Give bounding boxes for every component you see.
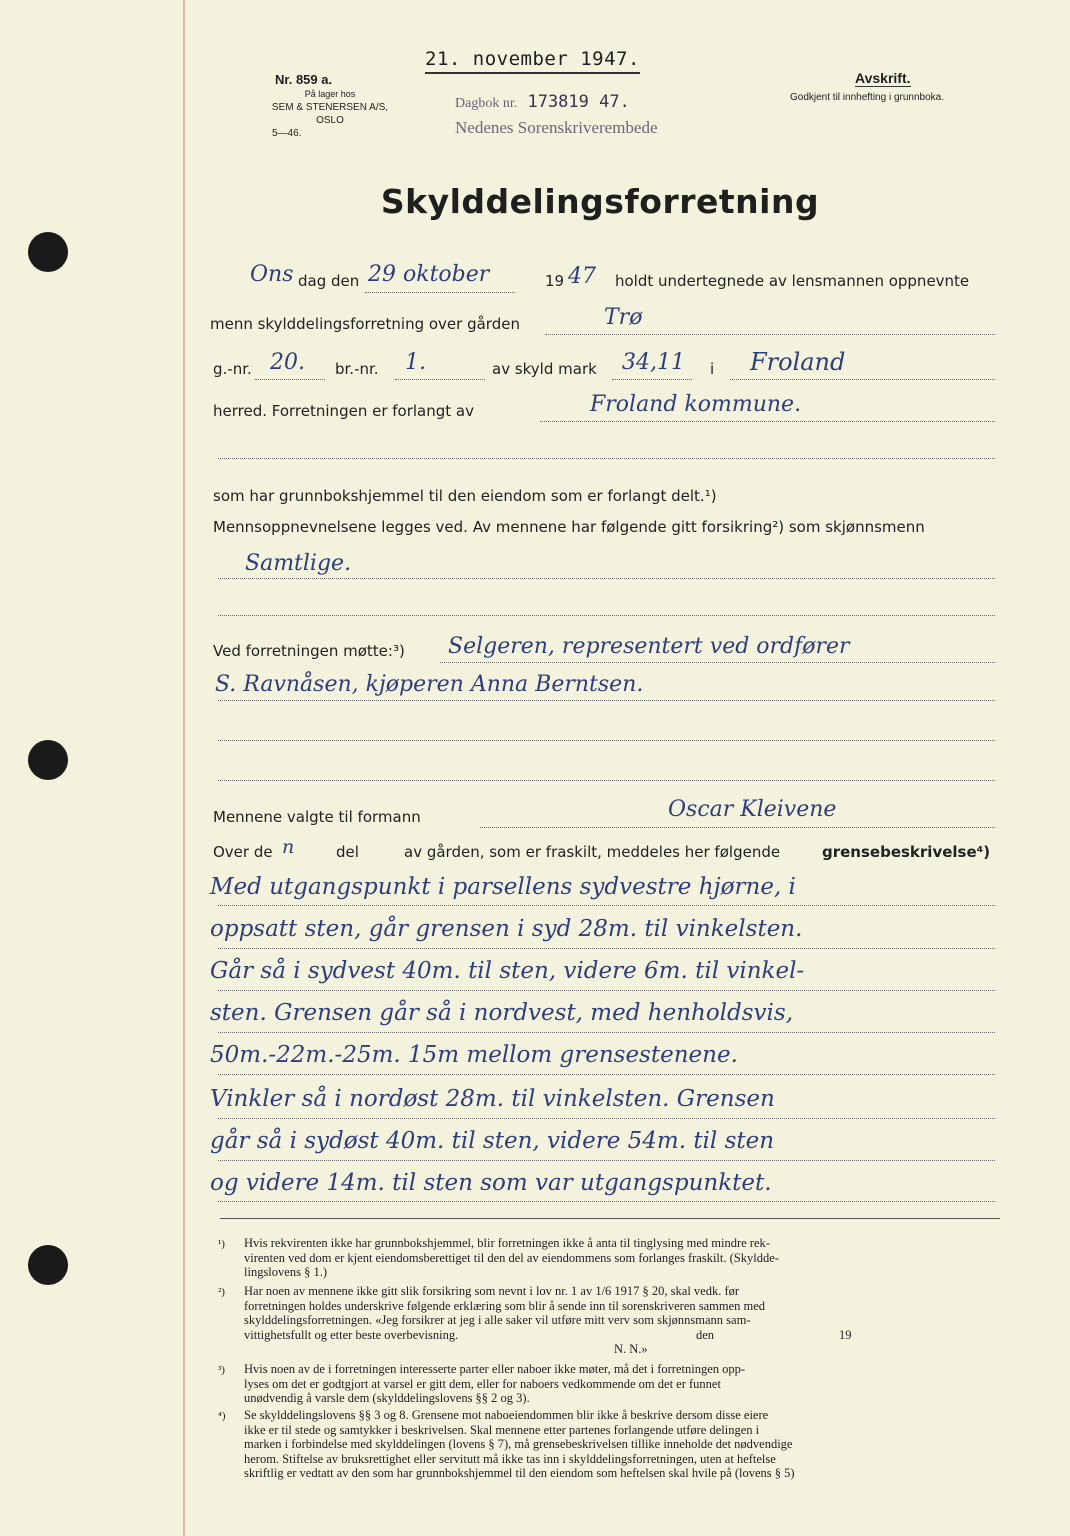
blank-dotline-4 <box>218 780 995 781</box>
description-line: 50m.-22m.-25m. 15m mellom grensestenene. <box>210 1042 738 1068</box>
requester-handwritten: Froland kommune. <box>590 392 802 417</box>
skyld-label: av skyld mark <box>492 360 597 378</box>
footnote-line: skriftlig er vedtatt av den som har grunnbokshjemmel til den eiendom som heftelsen skal hvile på (lovens § 5) <box>244 1466 795 1480</box>
description-dotline <box>218 948 995 949</box>
footnote-line: unødvendig å varsle dem (skylddelingslovens §§ 2 og 3). <box>244 1391 530 1405</box>
footnote-4 <box>244 1408 1010 1481</box>
footnote-line: marken i forbindelse med skylddelingen (lovens § 7), må grensebeskrivelsen tillike inneholde det nødvendige <box>244 1437 793 1451</box>
description-line: Går så i sydvest 40m. til sten, videre 6m. til vinkel- <box>210 958 805 984</box>
gnr-dotline <box>255 379 325 380</box>
printer-line-3: 5—46. <box>272 128 302 139</box>
formann-handwritten: Oscar Kleivene <box>668 797 837 822</box>
insured-dotline <box>218 578 995 579</box>
footnote-nn-label: N. N.» <box>614 1342 648 1356</box>
footnote-nn-row <box>244 1342 1010 1357</box>
footnote-line: virenten ved dom er kjent eiendomsberettiget til den del av eiendommens som forlanges fraskilt. (Skyldde- <box>244 1250 779 1265</box>
municipality-handwritten: Froland <box>750 348 846 376</box>
printer-imprint <box>260 88 400 140</box>
document-title: Skylddelingsforretning <box>380 182 820 221</box>
motte-handwritten-1: Selgeren, representert ved ordfører <box>448 634 850 659</box>
day-suffix-label: dag den <box>298 272 360 290</box>
description-line: går så i sydøst 40m. til sten, videre 54m. til sten <box>210 1128 775 1154</box>
motte-dotline-2 <box>218 700 995 701</box>
form-number: Nr. 859 a. <box>275 72 333 87</box>
footnote-line: skylddelingsforretningen. «Jeg forsikrer at jeg i alle saker vil utføre mitt verv som skjønnsmann sam- <box>244 1313 751 1327</box>
description-dotline <box>218 1032 995 1033</box>
footnote-line: vittighetsfullt og etter beste overbevisning. <box>244 1327 459 1342</box>
blank-dotline-1 <box>218 458 995 459</box>
godkjent-note: Godkjent til innhefting i grunnboka. <box>790 92 944 103</box>
brnr-handwritten: 1. <box>405 350 426 375</box>
hjemmel-text: som har grunnbokshjemmel til den eiendom som er forlangt delt.¹) <box>213 487 717 505</box>
margin-rule <box>183 0 185 1536</box>
footnote-marker-3: ³) <box>218 1364 225 1376</box>
footnote-marker-4: ⁴) <box>218 1410 226 1422</box>
footnote-line: herom. Stiftelse av bruksrettighet eller servitutt må ikke tas inn i skylddelingsforretningen, uten at heftelse <box>244 1451 776 1466</box>
herred-label: herred. Forretningen er forlangt av <box>213 402 474 420</box>
description-dotline <box>218 905 995 906</box>
punch-hole-top <box>28 232 68 272</box>
description-dotline <box>218 990 995 991</box>
printer-line-2: SEM & STENERSEN A/S, OSLO <box>271 102 389 126</box>
description-line: Vinkler så i nordøst 28m. til vinkelsten. Grensen <box>210 1086 775 1112</box>
footnote-line: ikke er til stede og samtykker i beskrivelsen. Skal mennene etter partenes forlangende utføre delingen i <box>244 1422 760 1437</box>
footnote-line: Hvis noen av de i forretningen interesserte parter eller naboer ikke møter, må det i forretningen opp- <box>244 1362 746 1376</box>
gnr-label: g.-nr. <box>213 360 252 378</box>
footnote-marker-2: ²) <box>218 1286 225 1298</box>
formann-dotline <box>480 827 995 828</box>
footnote-line: Hvis rekvirenten ikke har grunnbokshjemmel, blir forretningen ikke å anta til tinglysing med mindre rek- <box>244 1236 770 1250</box>
date-dotline <box>365 292 515 293</box>
footnote-marker-1: ¹) <box>218 1238 225 1250</box>
footnote-1 <box>244 1236 1010 1280</box>
motte-label: Ved forretningen møtte:³) <box>213 642 405 660</box>
mennsoppnevnelse-text: Mennsoppnevnelsene legges ved. Av mennene har følgende gitt forsikring²) som skjønnsmenn <box>213 518 925 536</box>
dagbok-label: Dagbok nr. <box>455 96 518 111</box>
printer-line-1: På lager hos <box>304 89 356 99</box>
footnote-line: lingslovens § 1.) <box>244 1265 327 1279</box>
skyld-handwritten: 34,11 <box>622 350 685 375</box>
footnote-line: lyses om det er godtgjort at varsel er gitt dem, eller for naboers vedkommende om det er funnet <box>244 1376 721 1391</box>
avskrift-label: Avskrift. <box>855 70 911 86</box>
del-label: del <box>336 843 359 861</box>
punch-hole-middle <box>28 740 68 780</box>
footnote-3 <box>244 1362 1010 1406</box>
footnote-2 <box>244 1284 1010 1357</box>
description-dotline <box>218 1118 995 1119</box>
description-line: oppsatt sten, går grensen i syd 28m. til vinkelsten. <box>210 916 803 942</box>
over-de-label: Over de <box>213 843 273 861</box>
farm-handwritten: Trø <box>604 305 643 330</box>
municipality-dotline <box>730 379 995 380</box>
dagbok-number: 1738 <box>527 92 569 112</box>
i-label: i <box>710 360 715 378</box>
day-handwritten: Ons <box>250 262 294 287</box>
stamp-date: 21. november 1947. <box>425 48 640 74</box>
blank-dotline-3 <box>218 740 995 741</box>
dagbok-year: 19 47. <box>568 92 630 112</box>
description-line: sten. Grensen går så i nordvest, med henholdsvis, <box>210 1000 794 1026</box>
dagbok-stamp <box>455 92 630 112</box>
farm-dotline <box>545 334 995 335</box>
over-de-handwritten: n <box>282 836 295 858</box>
over-gard-label: menn skylddelingsforretning over gården <box>210 315 520 333</box>
formann-label: Mennene valgte til formann <box>213 808 421 826</box>
skyld-dotline <box>612 379 692 380</box>
requester-dotline <box>540 421 995 422</box>
brnr-dotline <box>395 379 485 380</box>
footnote-line: Se skylddelingslovens §§ 3 og 8. Grensene mot naboeiendommen blir ikke å beskrive dersom disse eiere <box>244 1408 769 1422</box>
description-dotline <box>218 1074 995 1075</box>
description-line: og videre 14m. til sten som var utgangspunktet. <box>210 1170 772 1196</box>
year-handwritten: 47 <box>568 264 596 289</box>
footnote-line: Har noen av mennene ikke gitt slik forsikring som nevnt i lov nr. 1 av 1/6 1917 § 20, skal vedk. før <box>244 1284 740 1298</box>
blank-dotline-2 <box>218 615 995 616</box>
insured-handwritten: Samtlige. <box>245 551 352 576</box>
description-dotline <box>218 1160 995 1161</box>
footnote-line-with-date <box>244 1328 1010 1343</box>
brnr-label: br.-nr. <box>335 360 379 378</box>
fraskilt-text: av gården, som er fraskilt, meddeles her følgende <box>404 843 781 861</box>
footnote-separator <box>220 1218 1000 1219</box>
held-text: holdt undertegnede av lensmannen oppnevnte <box>615 272 970 290</box>
grensebeskrivelse-label: grensebeskrivelse⁴) <box>822 843 991 861</box>
motte-handwritten-2: S. Ravnåsen, kjøperen Anna Berntsen. <box>215 672 644 697</box>
footnote-line: forretningen holdes underskrive følgende erklæring som blir å sende inn til sorenskriveren sammen med <box>244 1298 766 1313</box>
motte-dotline-1 <box>440 662 995 663</box>
description-dotline <box>218 1201 995 1202</box>
punch-hole-bottom <box>28 1245 68 1285</box>
year-printed: 19 <box>545 272 565 290</box>
footnote-year-label: 19 <box>839 1327 852 1342</box>
court-office-stamp: Nedenes Sorenskriverembede <box>455 118 658 137</box>
description-line: Med utgangspunkt i parsellens sydvestre hjørne, i <box>210 874 796 900</box>
date-handwritten: 29 oktober <box>368 262 490 287</box>
gnr-handwritten: 20. <box>270 350 305 375</box>
footnote-den-label: den <box>696 1327 715 1342</box>
